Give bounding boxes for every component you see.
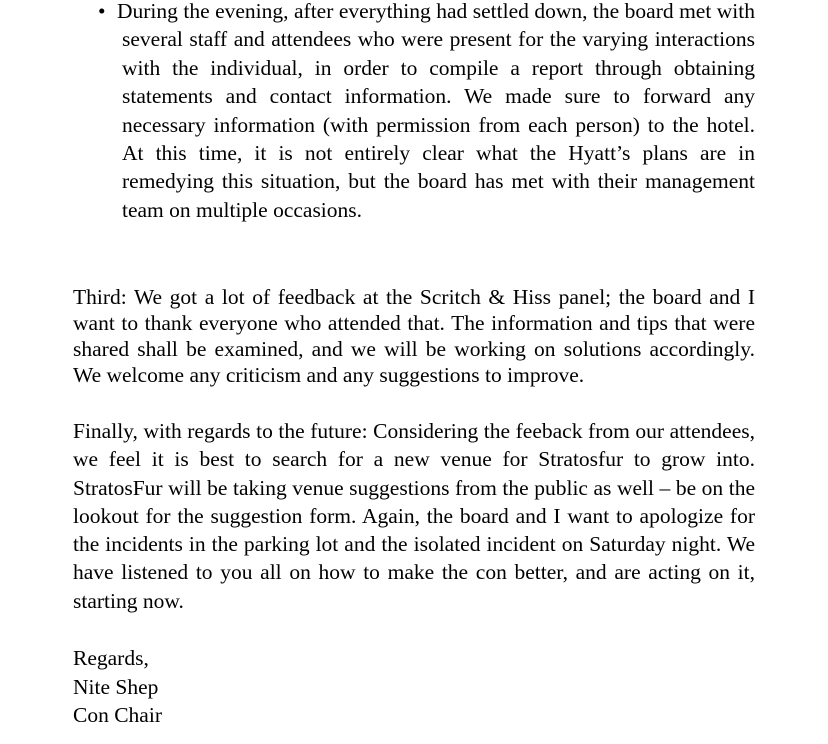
signature-block: [73, 644, 162, 730]
bullet-text: During the evening, after everything had settled down, the board met with several staff and attendees who were present for the varying interactions with the individual, in order to compile a report through obtaining statements and contact information. We made sure to forward any necessary information (with permission from each person) to the hotel. At this time, it is not entirely clear what the Hyatt’s plans are in remedying this situation, but the board has met with their management team on multiple occasions.: [117, 0, 755, 222]
bullet-icon: •: [98, 0, 106, 23]
paragraph-feedback: Third: We got a lot of feedback at the Scritch & Hiss panel; the board and I want to thank everyone who attended that. The information and tips that were shared shall be examined, and we will be working on solutions accordingly. We welcome any criticism and any suggestions to improve.: [73, 285, 755, 387]
signature-title: Con Chair: [73, 703, 162, 727]
signature-name: Nite Shep: [73, 674, 159, 699]
signature-closing: Regards,: [73, 646, 149, 670]
paragraph-future: Finally, with regards to the future: Considering the feeback from our attendees, we feel it is best to search for a new venue for Stratosfur to grow into. StratosFur will be taking venue suggestions from the public as well – be on the lookout for the suggestion form. Again, the board and I want to apologize for the incidents in the parking lot and the isolated incident on Saturday night. We have listened to you all on how to make the con better, and are acting on it, starting now.: [73, 419, 755, 613]
bullet-list-item: [98, 0, 755, 224]
